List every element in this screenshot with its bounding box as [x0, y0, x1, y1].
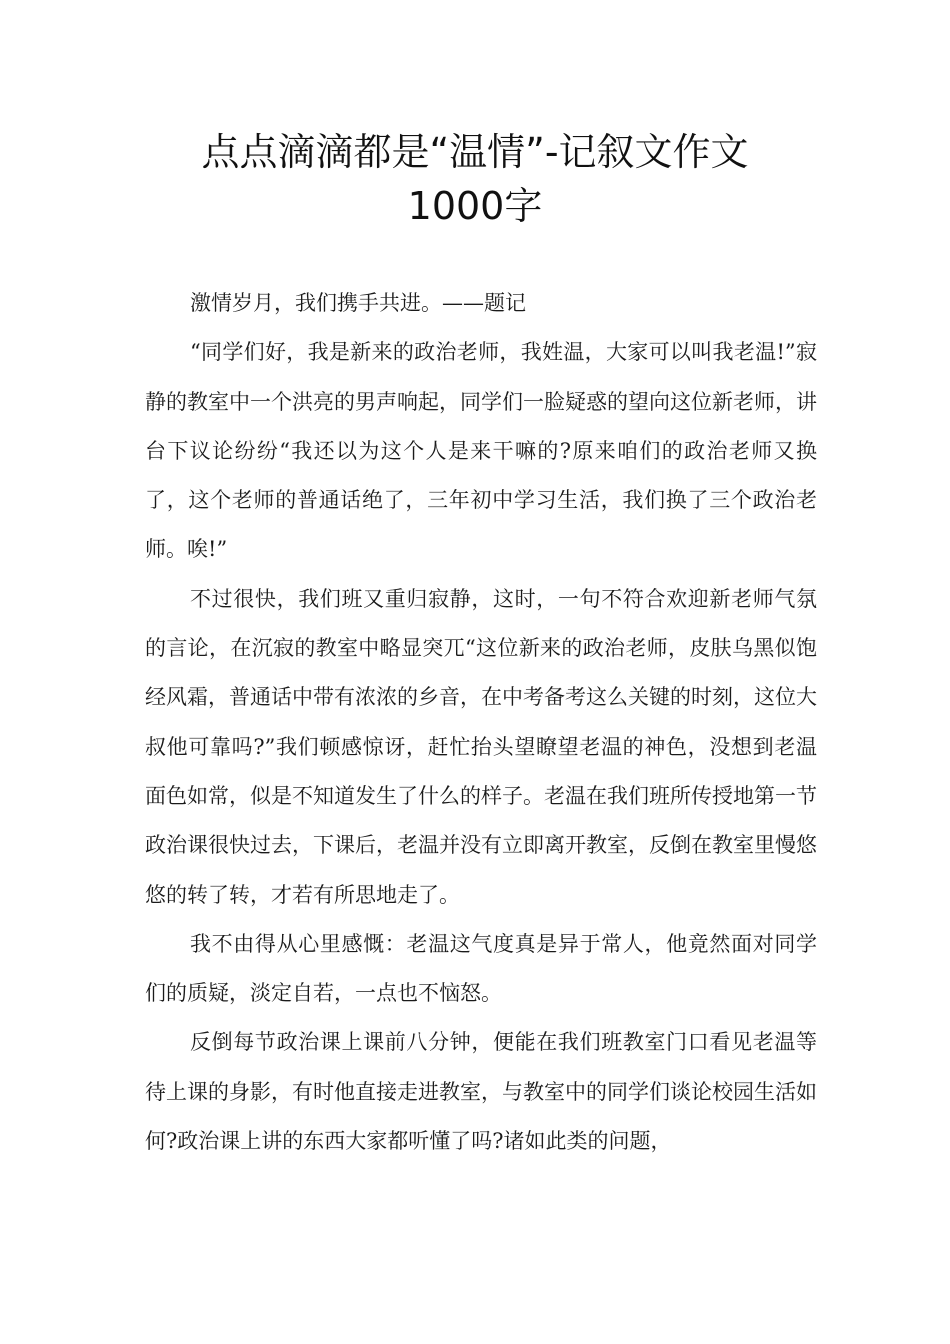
- document-body: [145, 279, 817, 1166]
- paragraph: 反倒每节政治课上课前八分钟，便能在我们班教室门口看见老温等待上课的身影，有时他直接走进教室，与教室中的同学们谈论校园生活如何?政治课上讲的东西大家都听懂了吗?诸如此类的问题，: [145, 1030, 817, 1154]
- paragraph: 我不由得从心里感慨：老温这气度真是异于常人，他竟然面对同学们的质疑，淡定自若，一点也不恼怒。: [145, 931, 817, 1006]
- paragraph-epigraph: 激情岁月，我们携手共进。——题记: [190, 291, 526, 315]
- document-title: 点点滴滴都是“温情”-记叙文作文: [201, 130, 749, 174]
- paragraph: “同学们好，我是新来的政治老师，我姓温，大家可以叫我老温!”寂静的教室中一个洪亮的男声响起，同学们一脸疑惑的望向这位新老师，讲台下议论纷纷“我还以为这个人是来干嘛的?原来咱们的政治老师又换了，这个老师的普通话绝了，三年初中学习生活，我们换了三个政治老师。唉!”: [145, 340, 817, 562]
- paragraph: 不过很快，我们班又重归寂静，这时，一句不符合欢迎新老师气氛的言论，在沉寂的教室中略显突兀“这位新来的政治老师，皮肤乌黑似饱经风霜，普通话中带有浓浓的乡音，在中考备考这么关键的时刻，这位大叔他可靠吗?”我们顿感惊讶，赶忙抬头望瞭望老温的神色，没想到老温面色如常，似是不知道发生了什么的样子。老温在我们班所传授地第一节政治课很快过去，下课后，老温并没有立即离开教室，反倒在教室里慢悠悠的转了转，才若有所思地走了。: [145, 586, 817, 907]
- document-title-wordcount: 1000字: [407, 184, 543, 228]
